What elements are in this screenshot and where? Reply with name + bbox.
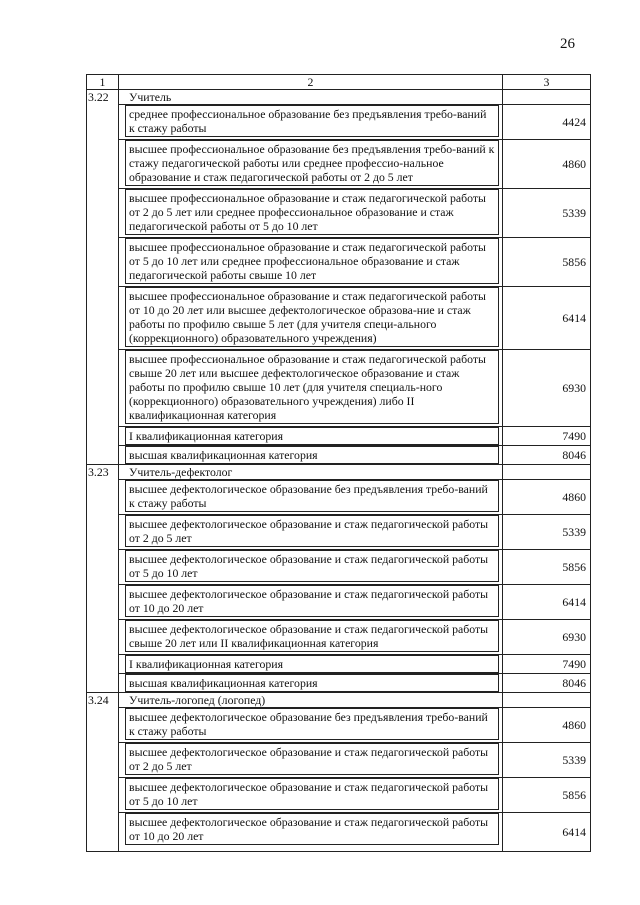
criteria-cell (119, 743, 503, 778)
salary-value: 5339 (503, 515, 591, 550)
group-row (87, 693, 591, 708)
table-row (87, 778, 591, 813)
criteria-text: высшее дефектологическое образование и стаж педагогической работы от 10 до 20 лет (125, 813, 499, 845)
table-row (87, 743, 591, 778)
group-row (87, 465, 591, 480)
criteria-text: высшее профессиональное образование без предъявления требо-ваний к стажу педагогической работы или среднее профессио-нальное образование и стаж педагогической работы от 2 до 5 лет (125, 140, 499, 186)
criteria-text: высшая квалификационная категория (125, 446, 499, 464)
salary-value: 4424 (503, 105, 591, 140)
group-row (87, 90, 591, 105)
group-value-blank (503, 693, 591, 708)
salary-value: 5856 (503, 778, 591, 813)
criteria-text: высшее дефектологическое образование и стаж педагогической работы от 5 до 10 лет (125, 778, 499, 810)
salary-value: 7490 (503, 655, 591, 674)
table-row (87, 515, 591, 550)
criteria-text: I квалификационная категория (125, 655, 499, 673)
group-value-blank (503, 90, 591, 105)
table-row (87, 813, 591, 852)
table-row (87, 480, 591, 515)
group-title: Учитель-дефектолог (119, 465, 503, 480)
criteria-cell (119, 480, 503, 515)
header-col-2: 2 (119, 75, 503, 90)
table-row (87, 674, 591, 693)
salary-value: 6414 (503, 585, 591, 620)
table-row (87, 287, 591, 350)
table-row (87, 655, 591, 674)
criteria-cell (119, 674, 503, 693)
header-row (87, 75, 591, 90)
salary-value: 5339 (503, 743, 591, 778)
table-row (87, 350, 591, 427)
criteria-text: высшее профессиональное образование и стаж педагогической работы свыше 20 лет или высшее дефектологическое образование и стаж работы по профилю свыше 10 лет (для учителя специаль-ного (коррекционного) образовательного учреждения) либо II квалификационная категория (125, 350, 499, 424)
criteria-text: высшее профессиональное образование и стаж педагогической работы от 5 до 10 лет или среднее профессиональное образование и стаж педагогической работы свыше 10 лет (125, 238, 499, 284)
criteria-cell (119, 655, 503, 674)
table-row (87, 708, 591, 743)
salary-value: 6414 (503, 287, 591, 350)
salary-table (86, 74, 591, 852)
criteria-cell (119, 140, 503, 189)
group-number: 3.23 (87, 465, 119, 693)
salary-value: 8046 (503, 446, 591, 465)
table-row (87, 105, 591, 140)
criteria-cell (119, 105, 503, 140)
criteria-text: высшее дефектологическое образование без предъявления требо-ваний к стажу работы (125, 708, 499, 740)
criteria-text: высшая квалификационная категория (125, 674, 499, 692)
table-row (87, 446, 591, 465)
criteria-text: высшее дефектологическое образование и стаж педагогической работы свыше 20 лет или II квалификационная категория (125, 620, 499, 652)
criteria-text: высшее дефектологическое образование без предъявления требо-ваний к стажу работы (125, 480, 499, 512)
criteria-cell (119, 550, 503, 585)
salary-value: 4860 (503, 480, 591, 515)
header-col-3: 3 (503, 75, 591, 90)
salary-value: 8046 (503, 674, 591, 693)
table-row (87, 427, 591, 446)
criteria-cell (119, 427, 503, 446)
criteria-text: высшее дефектологическое образование и стаж педагогической работы от 5 до 10 лет (125, 550, 499, 582)
criteria-cell (119, 238, 503, 287)
header-col-1: 1 (87, 75, 119, 90)
criteria-text: высшее дефектологическое образование и стаж педагогической работы от 10 до 20 лет (125, 585, 499, 617)
criteria-text: высшее профессиональное образование и стаж педагогической работы от 2 до 5 лет или среднее профессиональное образование и стаж педагогической работы от 5 до 10 лет (125, 189, 499, 235)
salary-value: 5856 (503, 550, 591, 585)
table-row (87, 620, 591, 655)
criteria-cell (119, 446, 503, 465)
page-number: 26 (560, 36, 575, 52)
group-value-blank (503, 465, 591, 480)
criteria-cell (119, 778, 503, 813)
table-row (87, 550, 591, 585)
table-row (87, 238, 591, 287)
criteria-text: среднее профессиональное образование без предъявления требо-ваний к стажу работы (125, 105, 499, 137)
criteria-cell (119, 350, 503, 427)
salary-value: 6414 (503, 813, 591, 852)
criteria-text: высшее профессиональное образование и стаж педагогической работы от 10 до 20 лет или высшее дефектологическое образова-ние и стаж работы по профилю свыше 5 лет (для учителя специ-ального (коррекционного) образовательного учреждения) (125, 287, 499, 347)
salary-value: 6930 (503, 350, 591, 427)
criteria-cell (119, 813, 503, 852)
criteria-text: I квалификационная категория (125, 427, 499, 445)
criteria-cell (119, 189, 503, 238)
group-number: 3.22 (87, 90, 119, 465)
salary-value: 4860 (503, 708, 591, 743)
criteria-cell (119, 708, 503, 743)
salary-value: 7490 (503, 427, 591, 446)
table-row (87, 189, 591, 238)
salary-value: 6930 (503, 620, 591, 655)
table-row (87, 140, 591, 189)
group-title: Учитель-логопед (логопед) (119, 693, 503, 708)
criteria-text: высшее дефектологическое образование и стаж педагогической работы от 2 до 5 лет (125, 515, 499, 547)
criteria-text: высшее дефектологическое образование и стаж педагогической работы от 2 до 5 лет (125, 743, 499, 775)
salary-value: 4860 (503, 140, 591, 189)
table-row (87, 585, 591, 620)
criteria-cell (119, 585, 503, 620)
criteria-cell (119, 287, 503, 350)
criteria-cell (119, 620, 503, 655)
criteria-cell (119, 515, 503, 550)
group-number: 3.24 (87, 693, 119, 852)
group-title: Учитель (119, 90, 503, 105)
salary-value: 5856 (503, 238, 591, 287)
salary-value: 5339 (503, 189, 591, 238)
